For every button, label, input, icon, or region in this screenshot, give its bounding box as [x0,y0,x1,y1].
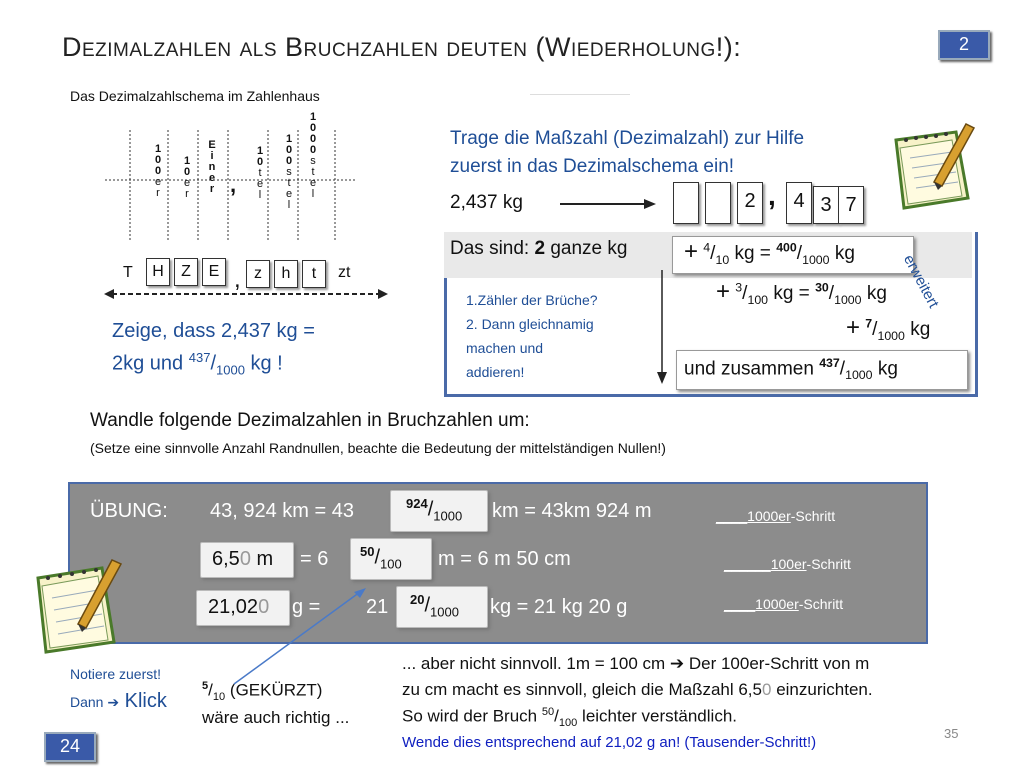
notepad-pencil-icon-left [26,552,126,660]
explain-line-4: Wende dies entsprechend auf 21,02 g an! (Tausender-Schritt!) [402,734,817,751]
abbr-z: z [246,260,270,288]
page-title: Dezimalzahlen als Bruchzahlen deuten (Wiederholung!): [62,32,742,62]
fraction-1: + $^4/_{10}$ kg = $^{400}/_{1000}$ kg [684,238,855,267]
page-number: 35 [944,726,959,741]
exercise-subheading: (Setze eine sinnvolle Anzahl Randnullen, beachte die Bedeutung der mittelständigen Nullen!) [90,440,666,456]
abbr-E: E [202,258,226,286]
row3-fraction: $^{20}/_{1000}$ [410,592,459,620]
task-line-1: Trage die Maßzahl (Dezimalzahl) zur Hilfe [450,128,805,149]
column-label-10tel: 1 0 t e l [256,145,264,201]
page-badge-top: 2 [938,30,990,60]
fraction-2: + $^3/_{100}$ kg = $^{30}/_{1000}$ kg [716,278,887,307]
column-label-100er: 1 0 0 e r [154,143,162,199]
task-value: 2,437 kg [450,192,523,213]
down-arrow [652,270,672,384]
column-label-einer: E i n e r [208,139,216,195]
show-text-2: 2kg und $^{437}/_{1000}$ kg ! [112,350,283,378]
note-click[interactable]: Dann ➔ Klick [70,690,167,712]
column-label-10er: 1 0 e r [183,155,191,200]
column-label-1000stel: 1 0 0 0 s t e l [309,111,317,200]
digit-box-3: 2 [737,182,763,224]
kuerzt-text-2: wäre auch richtig ... [202,708,350,727]
ganze-text: Das sind: 2 ganze kg [450,238,628,259]
digit-comma: , [768,180,776,211]
note-first: Notiere zuerst! [70,666,162,682]
row2-eq: = 6 [300,548,329,570]
digit-box-6: 7 [838,186,864,224]
exercise-label: ÜBUNG: [90,500,168,522]
digit-box-1 [673,182,699,224]
double-arrow [104,284,388,304]
total-text: und zusammen $^{437}/_{1000}$ kg [684,356,898,383]
row3-right: kg = 21 kg 20 g [490,596,628,618]
schema-comma: , [230,172,237,197]
task-arrow [560,196,656,212]
abbr-zt: zt [338,264,351,281]
row3-mid: 21 [366,596,389,618]
column-label-100stel: 1 0 0 s t e l [285,133,293,211]
hint-list: 1.Zähler der Brüche? 2. Dann gleichnamig machen und addieren! [466,292,598,380]
row1-step: ____1000er-Schritt [716,508,836,524]
abbr-t: t [302,260,326,288]
row1-right: km = 43km 924 m [492,500,652,522]
row2-step: ______100er-Schritt [724,556,851,572]
explain-line-2: zu cm macht es sinnvoll, gleich die Maßzahl 6,50 einzurichten. [402,680,873,699]
explain-line-1: ... aber nicht sinnvoll. 1m = 100 cm ➔ Der 100er-Schritt von m [402,654,870,673]
fraction-3: + $^7/_{1000}$ kg [846,314,931,343]
row1-fraction: $^{924}/_{1000}$ [406,496,463,524]
kuerzt-text: $^5/_{10}$ (GEKÜRZT) [202,680,323,704]
notepad-pencil-icon [886,118,978,214]
row2-right: m = 6 m 50 cm [438,548,571,570]
abbr-H: H [146,258,170,286]
row1-left: 43, 924 km = 43 [210,500,354,522]
row3-decimal: 21,020 [208,596,270,618]
row3-unit: g = [292,596,321,618]
abbr-h: h [274,260,298,288]
row3-step: ____1000er-Schritt [724,596,844,612]
pointer-line [230,584,370,688]
row2-fraction: $^{50}/_{100}$ [360,544,402,572]
schema-caption: Das Dezimalzahlschema im Zahlenhaus [70,88,320,104]
abbr-T: T [123,264,133,281]
page-badge-bottom: 24 [44,732,96,762]
abbr-Z: Z [174,258,198,286]
show-text: Zeige, dass 2,437 kg = [112,320,315,342]
task-line-2: zuerst in das Dezimalschema ein! [450,156,735,177]
abbr-comma: , [234,266,241,293]
row2-decimal: 6,50 m [212,548,274,570]
digit-box-2 [705,182,731,224]
digit-box-4: 4 [786,182,812,224]
divider [530,94,630,95]
digit-box-5: 3 [813,186,839,224]
explain-line-3: So wird der Bruch $^{50}/_{100}$ leichter verständlich. [402,706,737,730]
exercise-heading: Wandle folgende Dezimalzahlen in Bruchzahlen um: [90,410,530,431]
erweitert-label: erweitert [899,252,943,311]
